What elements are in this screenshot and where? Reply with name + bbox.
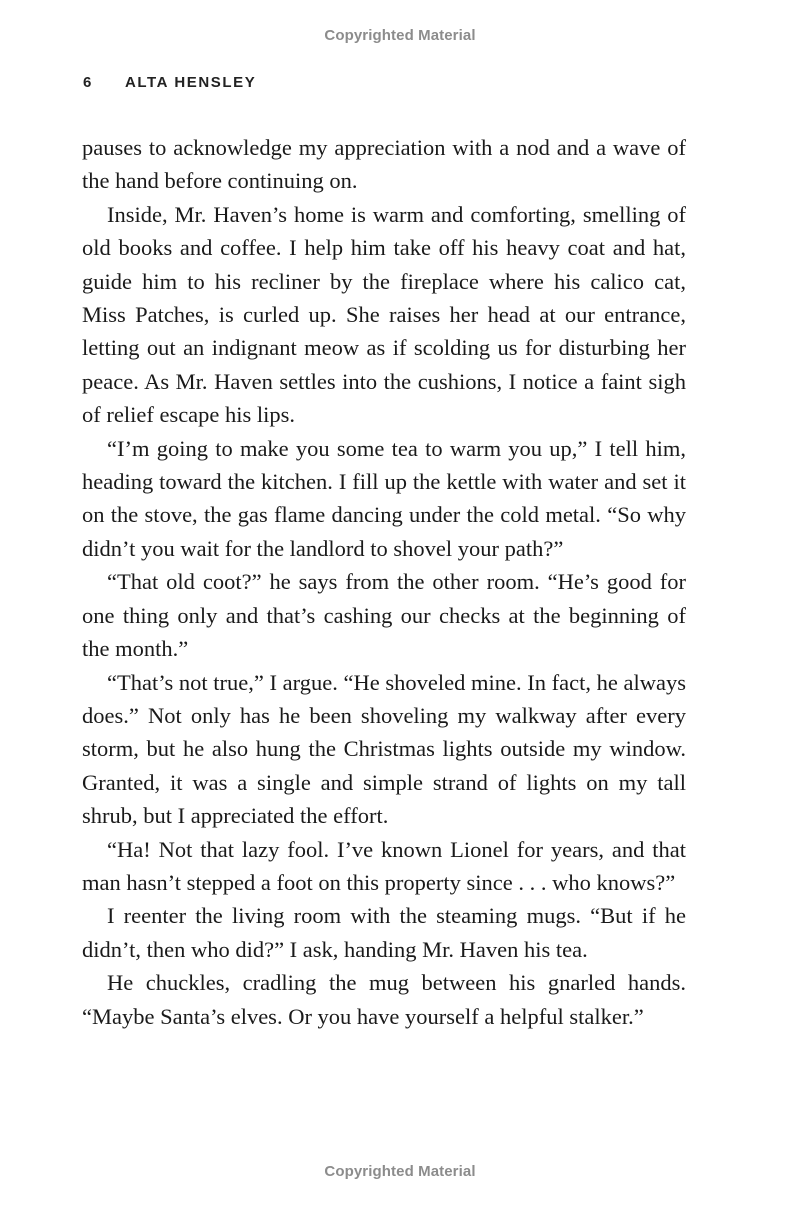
paragraph: I reenter the living room with the steaming mugs. “But if he didn’t, then who did?” I ask, handing Mr. Haven his tea. xyxy=(82,903,686,962)
copyright-watermark-top: Copyrighted Material xyxy=(324,27,476,44)
running-header xyxy=(83,74,256,91)
page-number: 6 xyxy=(83,74,93,91)
paragraph: Inside, Mr. Haven’s home is warm and comforting, smelling of old books and coffee. I help him take off his heavy coat and hat, guide him to his recliner by the fireplace where his calico cat, Miss Patches, is curled up. She raises her head at our entrance, letting out an indignant meow as if scolding us for disturbing her peace. As Mr. Haven settles into the cushions, I notice a faint sigh of relief escape his lips. xyxy=(82,201,686,428)
paragraph: “Ha! Not that lazy fool. I’ve known Lionel for years, and that man hasn’t stepped a foot on this property since . . . who knows?” xyxy=(82,836,686,895)
paragraph: He chuckles, cradling the mug between his gnarled hands. “Maybe Santa’s elves. Or you have yourself a helpful stalker.” xyxy=(82,970,686,1029)
paragraph: “I’m going to make you some tea to warm you up,” I tell him, heading toward the kitchen. I fill up the kettle with water and set it on the stove, the gas flame dancing under the cold metal. “So why didn’t you wait for the landlord to shovel your path?” xyxy=(82,435,686,561)
paragraph: “That’s not true,” I argue. “He shoveled mine. In fact, he always does.” Not only has he been shoveling my walkway after every storm, but he also hung the Christmas lights outside my window. Granted, it was a single and simple strand of lights on my tall shrub, but I appreciated the effort. xyxy=(82,669,686,829)
author-name: ALTA HENSLEY xyxy=(124,74,257,91)
body-text xyxy=(82,131,686,1033)
paragraph: pauses to acknowledge my appreciation with a nod and a wave of the hand before continuing on. xyxy=(82,135,686,194)
copyright-watermark-bottom: Copyrighted Material xyxy=(324,1163,476,1180)
paragraph: “That old coot?” he says from the other room. “He’s good for one thing only and that’s cashing our checks at the beginning of the month.” xyxy=(82,569,686,662)
